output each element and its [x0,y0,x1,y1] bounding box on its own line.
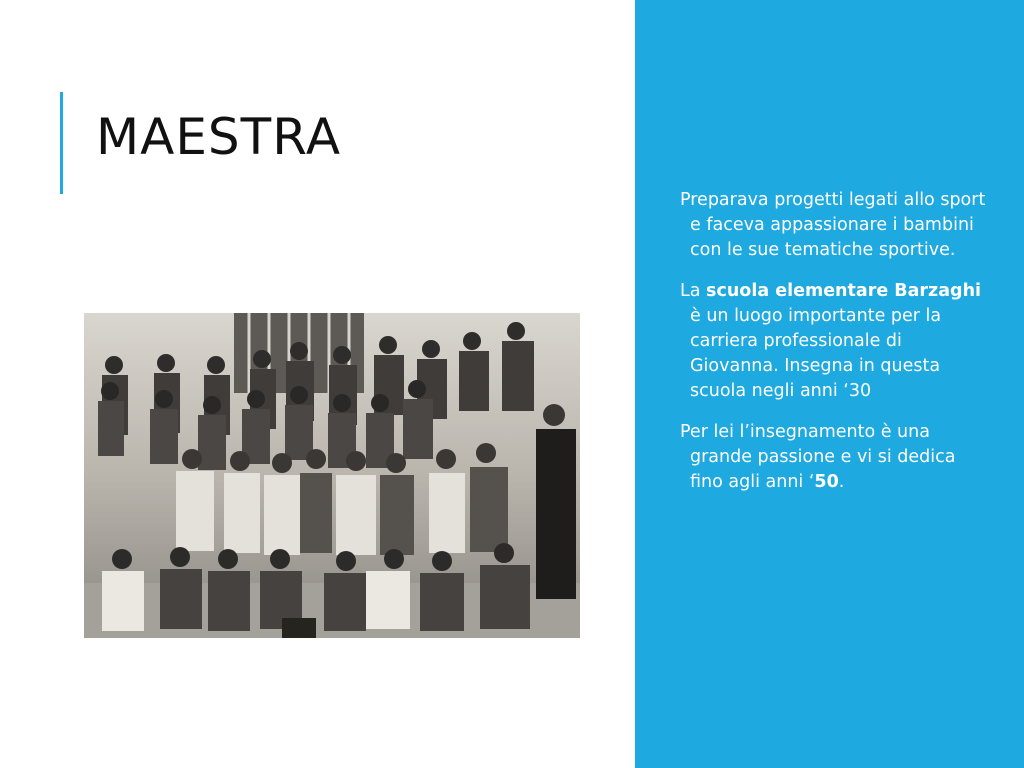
paragraph-1 [680,188,990,263]
class-photo-illustration [84,313,580,638]
class-photo-image [84,313,580,638]
paragraph-1-text: Preparava progetti legati allo sport e faceva appassionare i bambini con le sue tematiche sportive. [680,190,986,260]
panel-text [680,188,990,511]
paragraph-2 [680,279,990,404]
paragraph-3-bold: 50 [814,472,839,492]
paragraph-2-pre: La [680,281,707,301]
paragraph-3-pre: Per lei l’insegnamento è una grande passione e vi si dedica fino agli anni ‘ [680,422,956,492]
side-panel [635,0,1024,768]
paragraph-2-post: è un luogo importante per la carriera professionale di Giovanna. Insegna in questa scuola negli anni ‘30 [690,306,942,401]
title-accent-bar [60,92,63,194]
paragraph-2-bold: scuola elementare Barzaghi [706,281,982,301]
slide-title: MAESTRA [96,108,342,166]
paragraph-3-post: . [838,472,845,492]
paragraph-3 [680,420,990,495]
